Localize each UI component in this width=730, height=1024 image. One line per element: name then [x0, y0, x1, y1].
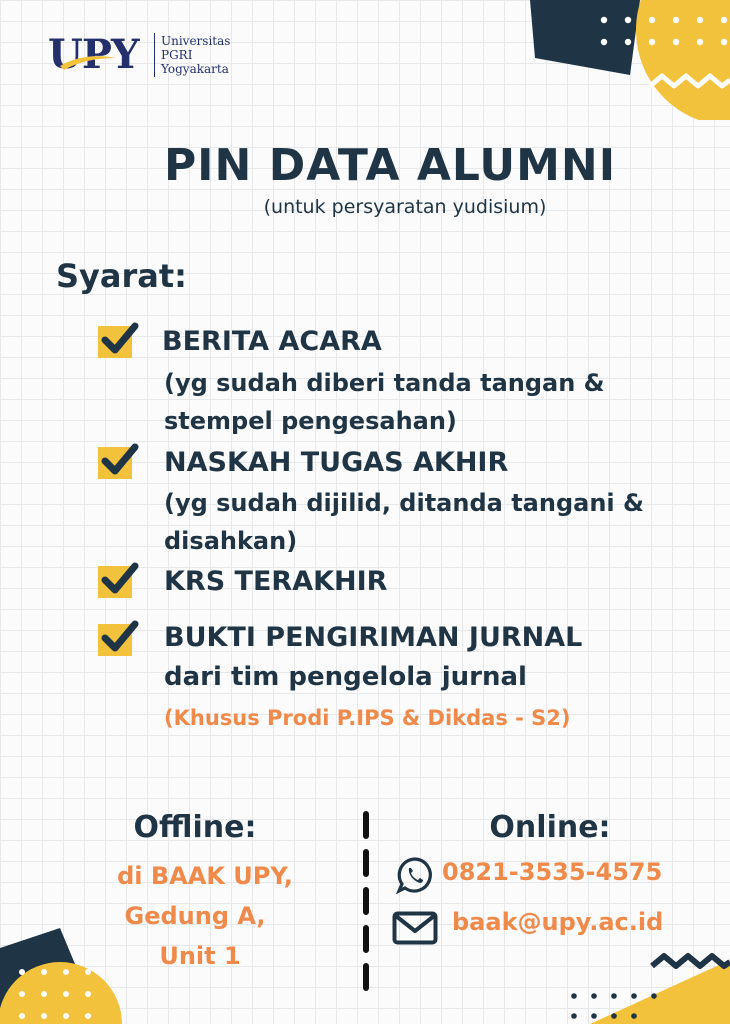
offline-location-line-3: Unit 1 — [159, 942, 241, 970]
requirement-title: BUKTI PENGIRIMAN JURNAL — [164, 622, 583, 653]
checkmark-icon — [98, 443, 134, 477]
requirement-desc: dari tim pengelola jurnal — [164, 662, 527, 692]
requirement-desc: (yg sudah dijilid, ditanda tangani & — [164, 489, 644, 517]
university-logo — [48, 32, 230, 78]
logo-divider — [154, 33, 155, 77]
logo-line-3: Yogyakarta — [161, 62, 229, 76]
requirement-title: NASKAH TUGAS AKHIR — [164, 447, 509, 478]
decorative-shapes-bottom-right — [560, 940, 730, 1024]
phone-number[interactable]: 0821-3535-4575 — [442, 858, 663, 886]
requirement-note: (Khusus Prodi P.IPS & Dikdas - S2) — [164, 706, 571, 730]
offline-location-line-2: Gedung A, — [124, 902, 266, 930]
requirement-desc: (yg sudah diberi tanda tangan & — [164, 369, 605, 397]
logo-text — [161, 34, 230, 76]
requirement-desc: stempel pengesahan) — [164, 407, 457, 435]
email-address[interactable]: baak@upy.ac.id — [452, 908, 664, 936]
logo-mark-text: UPY — [48, 31, 139, 78]
requirement-title: BERITA ACARA — [162, 326, 382, 357]
checkmark-icon — [98, 562, 134, 596]
page-title: PIN DATA ALUMNI — [163, 140, 617, 191]
checkmark-icon — [98, 620, 134, 654]
whatsapp-icon — [396, 856, 434, 894]
logo-swoosh-icon — [58, 52, 118, 72]
online-heading: Online: — [489, 810, 611, 845]
checkmark-icon — [98, 322, 134, 356]
offline-heading: Offline: — [133, 810, 257, 845]
logo-line-2: PGRI — [161, 48, 193, 62]
offline-location-line-1: di BAAK UPY, — [117, 862, 293, 890]
upy-logo-mark — [48, 32, 148, 78]
logo-line-1: Universitas — [161, 34, 231, 48]
column-divider — [362, 810, 370, 1000]
requirement-desc: disahkan) — [164, 527, 298, 555]
page-subtitle: (untuk persyaratan yudisium) — [263, 196, 547, 218]
requirements-heading: Syarat: — [56, 257, 187, 295]
requirement-title: KRS TERAKHIR — [164, 566, 388, 597]
decorative-shapes-top-right — [530, 0, 730, 120]
mail-icon — [392, 910, 438, 946]
